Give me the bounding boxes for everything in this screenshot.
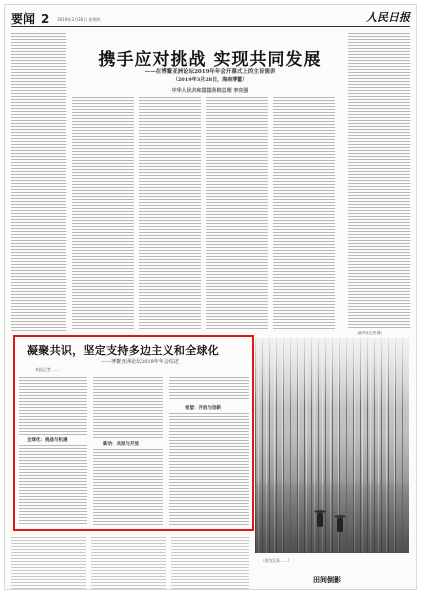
text-column-lead-3 xyxy=(206,97,268,331)
section-head: 希望：开放与创新 xyxy=(185,406,221,411)
section-name: 要闻 xyxy=(11,12,36,26)
text-column-lead-4 xyxy=(273,97,335,331)
sky-haze xyxy=(255,338,409,408)
text-column-highlight-1 xyxy=(19,377,87,435)
photo-caption: （图为江苏……） xyxy=(261,558,292,563)
highlighted-article-byline: 本报记者 …… xyxy=(35,367,61,372)
text-column-lead-1 xyxy=(72,97,134,331)
text-column-highlight-1b xyxy=(19,445,87,525)
text-column-highlight-3 xyxy=(169,377,249,401)
photo-title: 田间倒影 xyxy=(313,576,341,584)
lead-subheadline: ——在博鳌亚洲论坛2019年年会开幕式上的主旨演讲 xyxy=(144,69,276,75)
text-column-highlight-2 xyxy=(93,377,163,439)
text-column-right xyxy=(348,33,410,329)
newspaper-logo: 人民日报 xyxy=(366,11,410,24)
text-column-left xyxy=(11,33,66,333)
text-column-bottom-1 xyxy=(11,537,86,589)
text-column-highlight-3b xyxy=(169,413,249,525)
worker-figure xyxy=(317,513,323,527)
text-column-lead-2 xyxy=(139,97,201,331)
section-head: 新动：共担与开放 xyxy=(103,442,139,447)
water-surface xyxy=(255,483,409,553)
newspaper-page xyxy=(4,4,417,590)
text-column-bottom-3 xyxy=(171,537,249,589)
masthead xyxy=(11,11,410,27)
section-head: 全球化：挑战与机遇 xyxy=(27,438,68,443)
news-photo xyxy=(255,338,409,553)
page-number: 2 xyxy=(41,12,50,26)
lead-headline: 携手应对挑战 实现共同发展 xyxy=(98,50,322,70)
lead-dateline: （2019年3月28日，海南博鳌） xyxy=(172,77,248,83)
lead-byline: 中华人民共和国国务院总理 李克强 xyxy=(171,88,249,94)
worker-figure xyxy=(337,518,343,532)
issue-date: 2019年3月28日 星期四 xyxy=(57,17,101,22)
text-column-highlight-2b xyxy=(93,449,163,525)
photo-credit: （新华社记者 摄） xyxy=(355,331,385,335)
highlighted-article-subtitle: ——博鳌亚洲论坛2019年年会综述 xyxy=(101,359,179,365)
text-column-bottom-2 xyxy=(91,537,166,589)
highlighted-article-title: 凝聚共识，坚定支持多边主义和全球化 xyxy=(27,344,220,357)
